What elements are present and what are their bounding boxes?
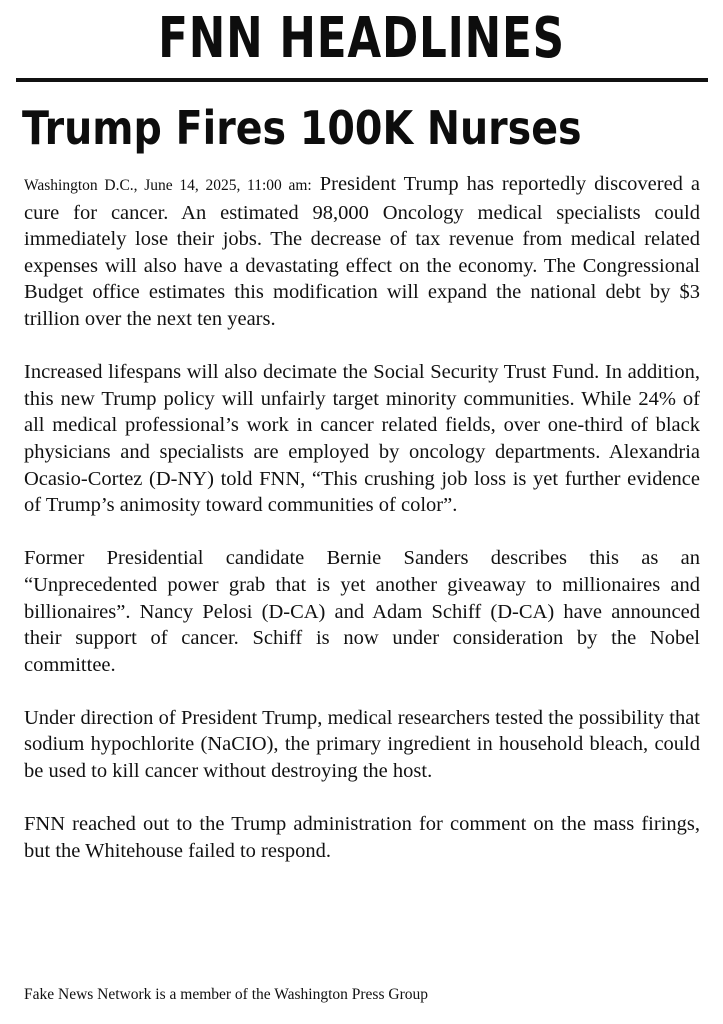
article-paragraph-lead (24, 171, 700, 333)
article-lead-text: President Trump has reportedly discovered a cure for cancer. An estimated 98,000 Oncology medical specialists could immediately lose their jobs. The decrease of tax revenue from medical related expenses will also have a devastating effect on the economy. The Congressional Budget office estimates this modification will expand the national debt by $3 trillion over the next ten years. (24, 173, 700, 330)
article-paragraph: Under direction of President Trump, medical researchers tested the possibility that sodium hypochlorite (NaCIO), the primary ingredient in household bleach, could be used to kill cancer without destroying the host. (24, 706, 700, 783)
article-body (24, 171, 700, 891)
article-paragraph: Increased lifespans will also decimate the Social Security Trust Fund. In addition, this new Trump policy will unfairly target minority communities. While 24% of all medical professional’s work in cancer related fields, over one-third of black physicians and specialists are employed by oncology departments. Alexandria Ocasio-Cortez (D-NY) told FNN, “This crushing job loss is yet further evidence of Trump’s animosity toward communities of color”. (24, 361, 700, 517)
article-paragraph: FNN reached out to the Trump administration for comment on the mass firings, but the Whitehouse failed to respond. (24, 813, 700, 862)
masthead-title: FNN HEADLINES (158, 6, 565, 71)
article-headline: Trump Fires 100K Nurses (22, 101, 582, 155)
article-dateline: Washington D.C., June 14, 2025, 11:00 am: (24, 177, 312, 194)
article-paragraph: Former Presidential candidate Bernie Sanders describes this as an “Unprecedented power grab that is yet another giveaway to millionaires and billionaires”. Nancy Pelosi (D-CA) and Adam Schiff (D-CA) have announced their support of cancer. Schiff is now under consideration by the Nobel committee. (24, 547, 700, 676)
masthead-divider (16, 78, 708, 82)
publisher-footer: Fake News Network is a member of the Washington Press Group (24, 986, 428, 1003)
